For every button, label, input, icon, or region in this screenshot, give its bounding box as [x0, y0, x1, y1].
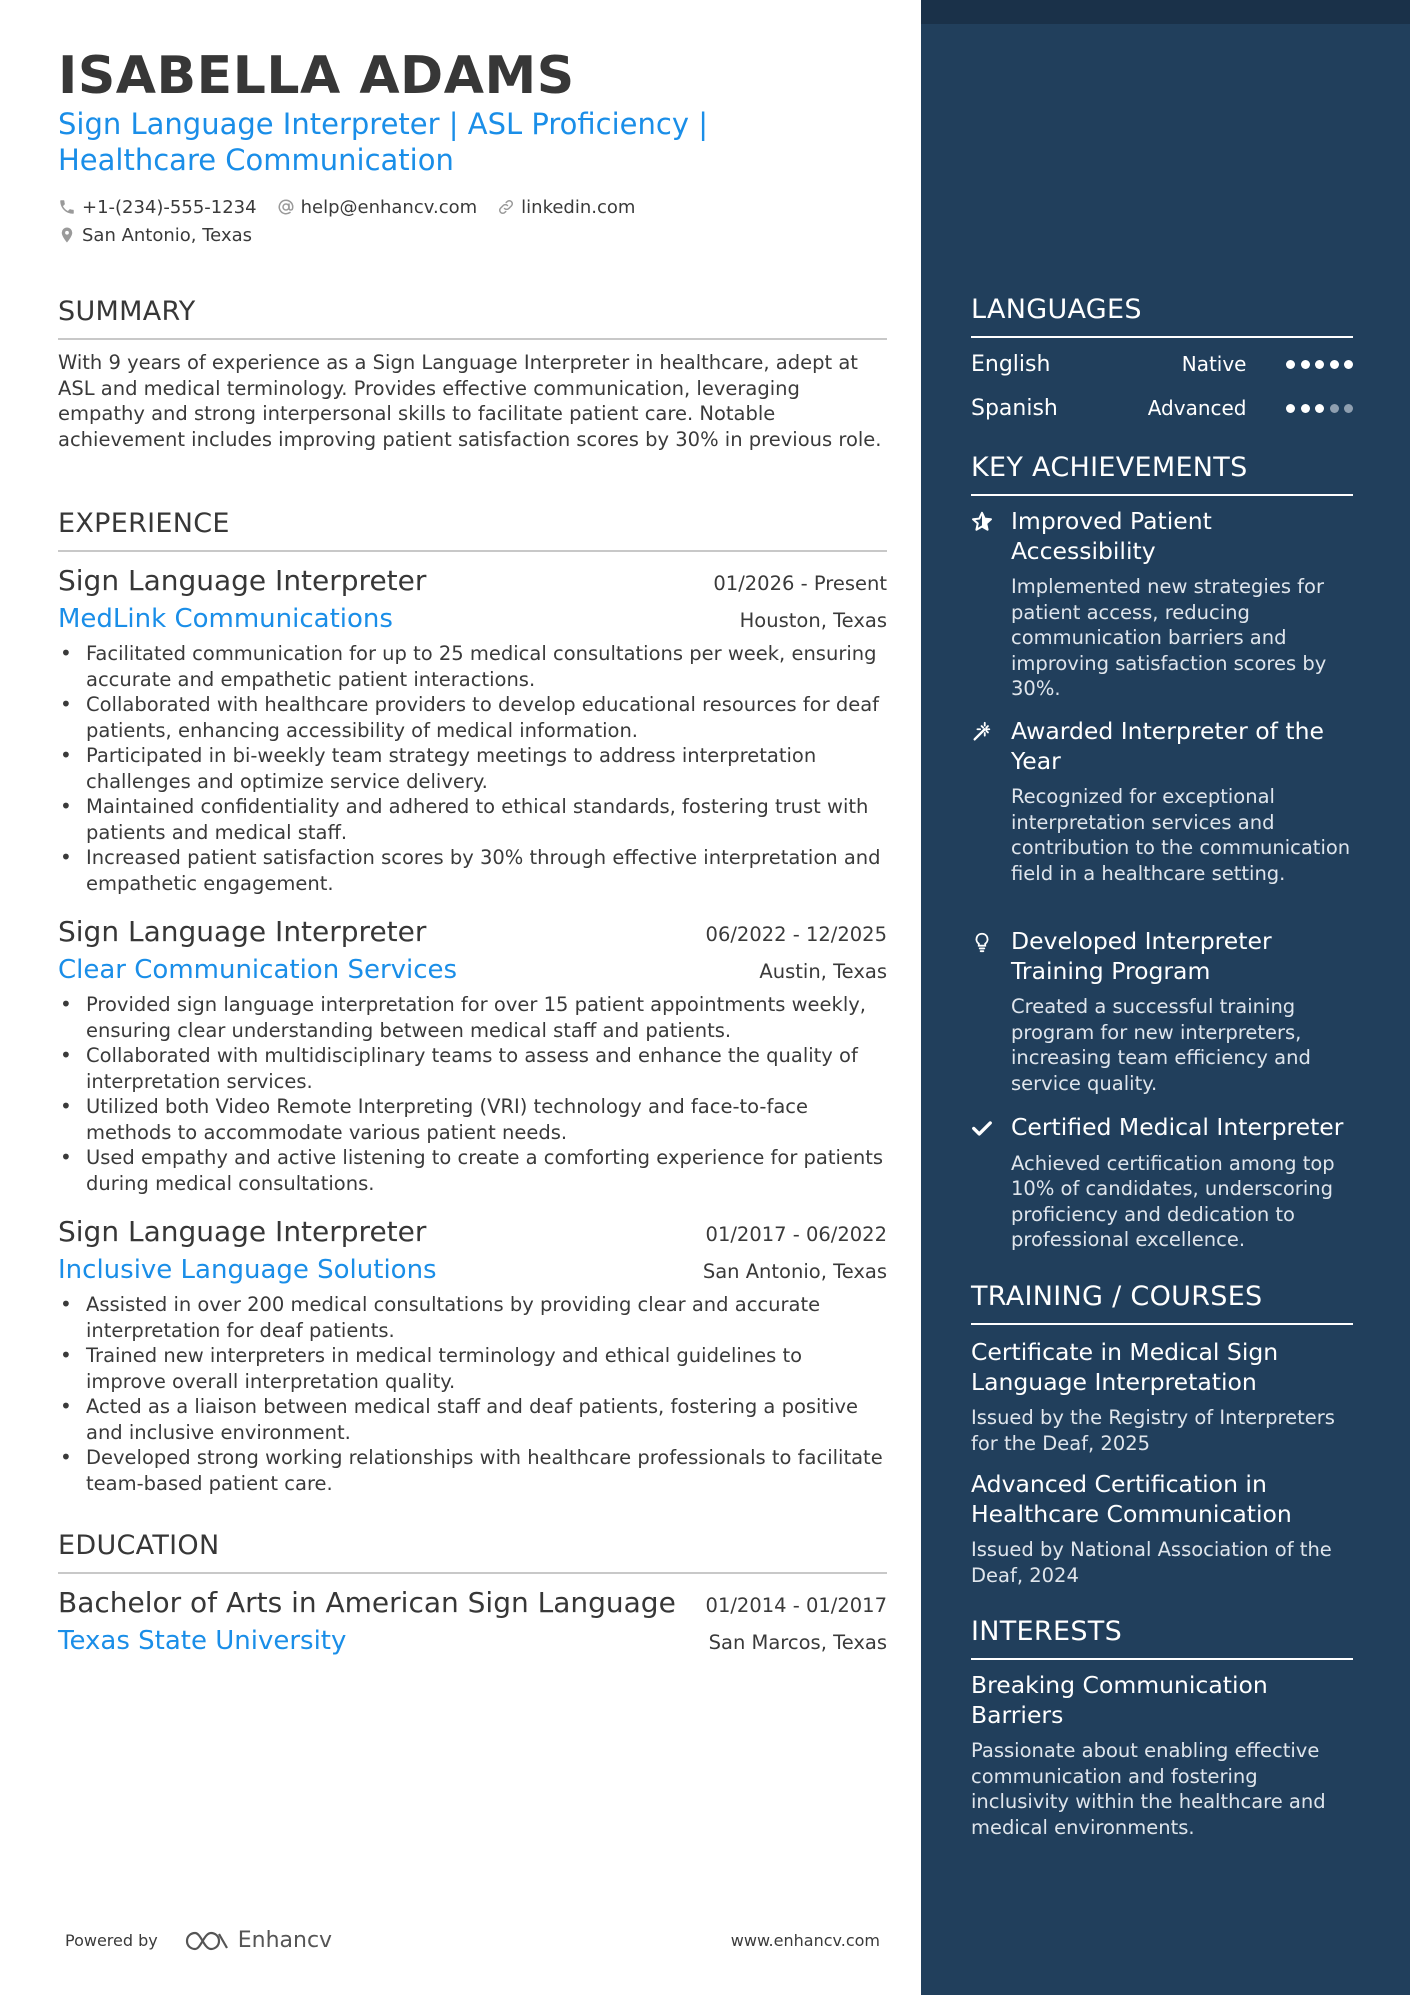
job-bullet: • Maintained confidentiality and adhered to ethical standards, fostering trust with patients and medical staff.: [58, 794, 887, 845]
job-title: Sign Language Interpreter: [58, 564, 427, 597]
interest-desc: Passionate about enabling effective communication and fostering inclusivity within the healthcare and medical environments.: [971, 1739, 1326, 1839]
achievement-item: [971, 1113, 1353, 1253]
email-text: help@enhancv.com: [300, 196, 478, 218]
sidebar-top-strip: [921, 0, 1410, 24]
job-bullet: • Used empathy and active listening to create a comforting experience for patients during medical consultations.: [58, 1145, 887, 1196]
summary-heading: SUMMARY: [58, 296, 887, 340]
job-bullets: [58, 641, 887, 896]
job-bullet: • Assisted in over 200 medical consultations by providing clear and accurate interpretation for deaf patients.: [58, 1292, 887, 1343]
headline: [58, 106, 708, 178]
education-entry: [58, 1585, 887, 1657]
job-bullet: • Acted as a liaison between medical staff and deaf patients, fostering a positive and inclusive environment.: [58, 1394, 887, 1445]
language-name: English: [971, 351, 1051, 377]
language-item: [971, 349, 1353, 379]
job-bullet: • Trained new interpreters in medical terminology and ethical guidelines to improve overall interpretation quality.: [58, 1343, 887, 1394]
rating-dot-filled: [1301, 404, 1310, 413]
job-location: San Antonio, Texas: [702, 1260, 887, 1283]
star-icon: [971, 511, 993, 533]
job-bullets: [58, 1292, 887, 1496]
interest-item: [971, 1671, 1353, 1840]
course-title: Certificate in Medical Sign Language Interpretation: [971, 1338, 1279, 1396]
summary-text: With 9 years of experience as a Sign Language Interpreter in healthcare, adept at ASL and medical terminology. Provides effective communication, leveraging empathy and strong interpersonal skills to facilitate patient care. Notable achievement includes improving patient satisfaction scores by 30% in previous role.: [58, 351, 882, 451]
candidate-name: ISABELLA ADAMS: [58, 46, 575, 106]
job-date: 01/2017 - 06/2022: [705, 1223, 887, 1246]
achievement-title: Improved Patient Accessibility: [1011, 507, 1212, 565]
experience-entry: [58, 563, 887, 896]
location-contact: [58, 225, 252, 246]
achievement-item: [971, 927, 1353, 1096]
school-name[interactable]: Texas State University: [58, 1626, 347, 1656]
language-item: [971, 393, 1353, 423]
job-bullet: • Collaborated with healthcare providers to develop educational resources for deaf patients, enhancing accessibility of medical information.: [58, 692, 887, 743]
achievement-desc: Recognized for exceptional interpretation services and contribution to the communication field in a healthcare setting.: [1011, 785, 1351, 885]
job-bullet: • Increased patient satisfaction scores by 30% through effective interpretation and empathetic engagement.: [58, 845, 887, 896]
experience-heading: EXPERIENCE: [58, 508, 887, 552]
course-desc: Issued by National Association of the Deaf, 2024: [971, 1538, 1332, 1587]
location-pin-icon: [58, 226, 76, 244]
wand-icon: [971, 721, 993, 743]
achievement-item: [971, 717, 1353, 886]
rating-dot-filled: [1315, 404, 1324, 413]
job-bullet: • Facilitated communication for up to 25 medical consultations per week, ensuring accurate and empathetic patient interactions.: [58, 641, 887, 692]
languages-heading: LANGUAGES: [971, 294, 1353, 338]
education-location: San Marcos, Texas: [708, 1631, 887, 1654]
job-location: Houston, Texas: [739, 609, 887, 632]
degree-title: Bachelor of Arts in American Sign Language: [58, 1586, 676, 1619]
language-rating: [1281, 404, 1354, 413]
job-title: Sign Language Interpreter: [58, 915, 427, 948]
experience-entry: [58, 914, 887, 1196]
education-date: 01/2014 - 01/2017: [705, 1594, 887, 1617]
check-icon: [971, 1117, 993, 1139]
achievement-title: Certified Medical Interpreter: [1011, 1113, 1344, 1141]
footer: [65, 1928, 880, 1953]
contact-info: [58, 193, 888, 249]
interest-title: Breaking Communication Barriers: [971, 1671, 1268, 1729]
lightbulb-icon: [971, 931, 993, 953]
rating-dot-filled: [1286, 360, 1295, 369]
brand-text: Enhancv: [237, 1928, 333, 1953]
location-text: San Antonio, Texas: [82, 224, 252, 246]
experience-entry: [58, 1214, 887, 1496]
headline-line-1: Sign Language Interpreter | ASL Proficiency |: [58, 107, 708, 141]
language-level: Advanced: [1147, 396, 1247, 420]
interests-heading: INTERESTS: [971, 1616, 1353, 1660]
education-heading: EDUCATION: [58, 1530, 887, 1574]
language-rating: [1281, 360, 1354, 369]
phone-icon: [58, 198, 76, 216]
achievement-title: Awarded Interpreter of the Year: [1011, 717, 1324, 775]
job-bullet: • Developed strong working relationships with healthcare professionals to facilitate team-based patient care.: [58, 1445, 887, 1496]
job-company[interactable]: MedLink Communications: [58, 604, 393, 634]
achievement-desc: Created a successful training program for new interpreters, increasing team efficiency and service quality.: [1011, 995, 1311, 1095]
rating-dot-filled: [1344, 360, 1353, 369]
job-title: Sign Language Interpreter: [58, 1215, 427, 1248]
course-title: Advanced Certification in Healthcare Communication: [971, 1470, 1292, 1528]
linkedin-text: linkedin.com: [521, 196, 636, 218]
training-heading: TRAINING / COURSES: [971, 1281, 1353, 1325]
rating-dot-filled: [1286, 404, 1295, 413]
enhancv-logo[interactable]: [184, 1928, 332, 1953]
powered-by-text: Powered by: [65, 1931, 158, 1950]
language-name: Spanish: [971, 395, 1058, 421]
rating-dot-empty: [1344, 404, 1353, 413]
rating-dot-filled: [1330, 360, 1339, 369]
job-bullet: • Participated in bi-weekly team strategy meetings to address interpretation challenges and optimize service delivery.: [58, 743, 887, 794]
job-bullet: • Utilized both Video Remote Interpreting (VRI) technology and face-to-face methods to accommodate various patient needs.: [58, 1094, 887, 1145]
email-contact[interactable]: [277, 197, 478, 218]
job-bullet: • Collaborated with multidisciplinary teams to assess and enhance the quality of interpretation services.: [58, 1043, 887, 1094]
job-bullets: [58, 992, 887, 1196]
achievements-heading: KEY ACHIEVEMENTS: [971, 452, 1353, 496]
achievement-item: [971, 507, 1353, 702]
job-bullet: • Provided sign language interpretation for over 15 patient appointments weekly, ensuring clear understanding between medical staff and patients.: [58, 992, 887, 1043]
enhancv-logo-icon: [184, 1930, 230, 1952]
course-desc: Issued by the Registry of Interpreters for the Deaf, 2025: [971, 1406, 1335, 1455]
headline-line-2: Healthcare Communication: [58, 143, 454, 177]
course-item: [971, 1338, 1353, 1456]
course-item: [971, 1470, 1353, 1588]
phone-contact[interactable]: [58, 197, 257, 218]
achievement-title: Developed Interpreter Training Program: [1011, 927, 1272, 985]
linkedin-contact[interactable]: [497, 197, 635, 218]
rating-dot-filled: [1301, 360, 1310, 369]
job-location: Austin, Texas: [759, 960, 887, 983]
job-company[interactable]: Inclusive Language Solutions: [58, 1255, 437, 1285]
website-link[interactable]: www.enhancv.com: [730, 1931, 880, 1950]
language-level: Native: [1181, 352, 1247, 376]
at-icon: [277, 198, 295, 216]
link-icon: [497, 198, 515, 216]
job-date: 01/2026 - Present: [713, 572, 887, 595]
sidebar: [921, 0, 1410, 1995]
job-company[interactable]: Clear Communication Services: [58, 955, 458, 985]
rating-dot-filled: [1315, 360, 1324, 369]
job-date: 06/2022 - 12/2025: [705, 923, 887, 946]
achievement-desc: Achieved certification among top 10% of candidates, underscoring proficiency and dedication to professional excellence.: [1011, 1151, 1335, 1251]
rating-dot-empty: [1330, 404, 1339, 413]
achievement-desc: Implemented new strategies for patient access, reducing communication barriers and improving satisfaction scores by 30%.: [1011, 575, 1327, 700]
phone-text: +1-(234)-555-1234: [82, 196, 257, 218]
